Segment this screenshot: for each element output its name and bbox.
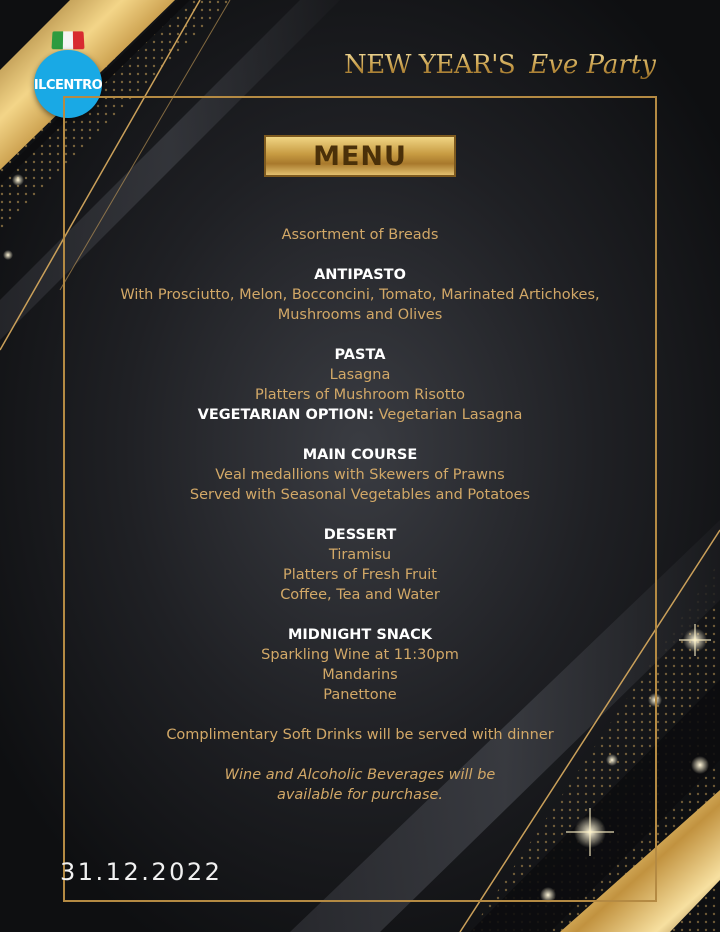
menu-item: Mandarins <box>322 667 398 683</box>
flag-red-stripe <box>73 31 84 49</box>
menu-item: Coffee, Tea and Water <box>280 587 440 603</box>
menu-item: Mushrooms and Olives <box>277 307 443 323</box>
menu-item: Lasagna <box>329 367 391 383</box>
vegetarian-option-value: Vegetarian Lasagna <box>378 407 523 423</box>
alcohol-note: Wine and Alcoholic Beverages will be <box>224 767 496 783</box>
vegetarian-option-label: VEGETARIAN OPTION: <box>197 407 374 423</box>
midnight-snack-heading: MIDNIGHT SNACK <box>287 627 433 643</box>
event-title-main: NEW YEAR'S <box>344 50 516 80</box>
event-title <box>344 50 656 90</box>
alcohol-note: available for purchase. <box>276 787 444 803</box>
menu-content <box>63 225 657 805</box>
menu-item: Sparkling Wine at 11:30pm <box>261 647 459 663</box>
menu-item: Platters of Mushroom Risotto <box>255 387 465 403</box>
flag-green-stripe <box>51 31 62 49</box>
menu-badge <box>264 135 456 177</box>
dessert-heading: DESSERT <box>323 527 397 543</box>
soft-drinks-note: Complimentary Soft Drinks will be served with dinner <box>166 727 554 743</box>
flag-white-stripe <box>62 31 73 49</box>
menu-item: Veal medallions with Skewers of Prawns <box>215 467 505 483</box>
main-course-heading: MAIN COURSE <box>302 447 418 463</box>
menu-badge-text: MENU <box>313 140 407 172</box>
menu-item: Served with Seasonal Vegetables and Potatoes <box>189 487 531 503</box>
italian-flag-icon <box>51 31 84 49</box>
vegetarian-option-line <box>63 405 657 425</box>
menu-item: Panettone <box>323 687 397 703</box>
antipasto-heading: ANTIPASTO <box>314 267 406 283</box>
logo-text: ILCENTRO <box>33 77 103 93</box>
menu-item: Platters of Fresh Fruit <box>282 567 437 583</box>
event-date: 31.12.2022 <box>60 858 223 886</box>
pasta-heading: PASTA <box>334 347 386 363</box>
event-title-script: Eve Party <box>529 50 656 80</box>
breads-line: Assortment of Breads <box>281 227 439 243</box>
menu-item: Tiramisu <box>328 547 392 563</box>
menu-item: With Prosciutto, Melon, Bocconcini, Tomato, Marinated Artichokes, <box>120 287 600 303</box>
